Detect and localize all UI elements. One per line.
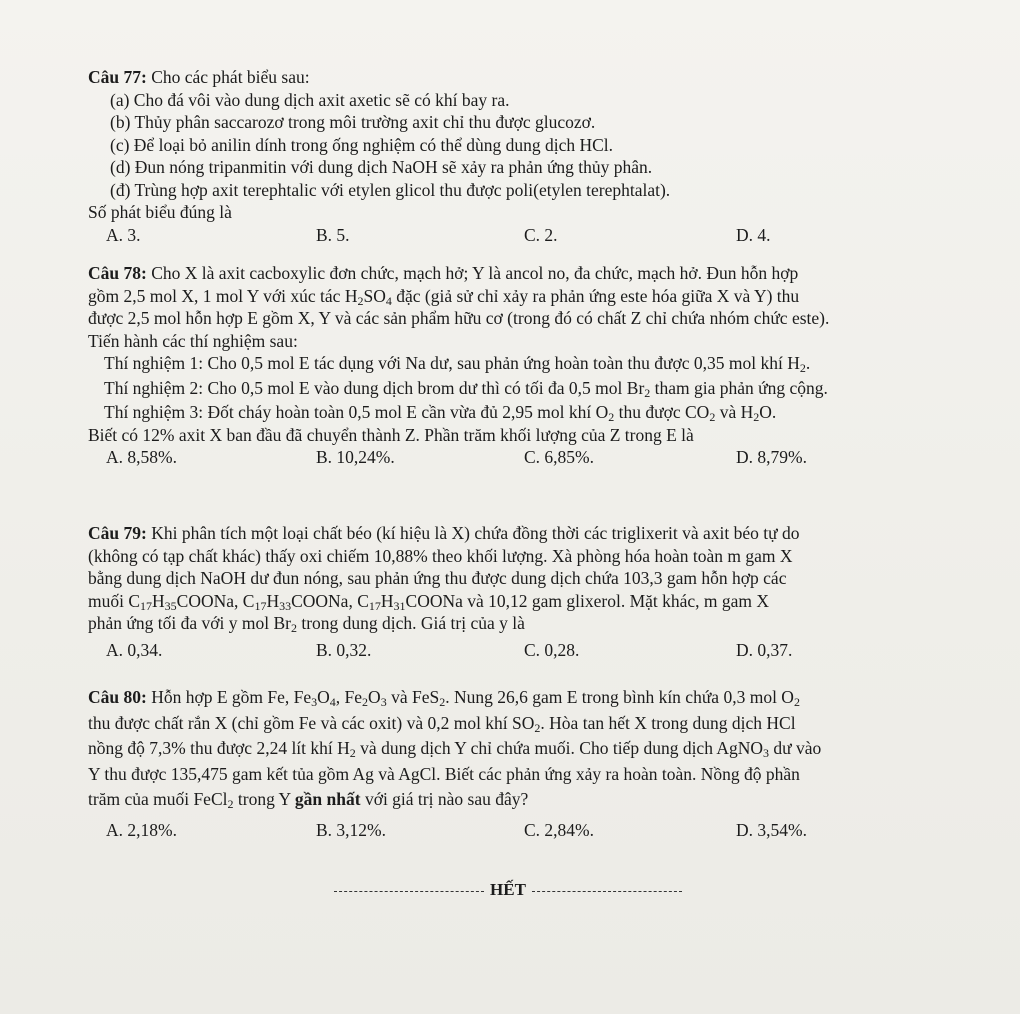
question-label: Câu 80: <box>88 687 147 707</box>
question-line: gồm 2,5 mol X, 1 mol Y với xúc tác $H_2SO_4$ đặc (giả sử chỉ xảy ra phản ứng este hóa giữa X và Y) thu <box>88 285 800 308</box>
option-b[interactable]: B. 0,32. <box>316 639 372 660</box>
question-label: Câu 79: <box>88 523 147 543</box>
question-line: được 2,5 mol hỗn hợp E gồm X, Y và các sản phẩm hữu cơ (trong đó có chất Z chỉ chứa nhóm chức este). <box>88 308 830 328</box>
question-line: Hỗn hợp E gồm Fe, $Fe_3O_4$, $Fe_2O_3$ và FeS$_2$. Nung 26,6 gam E trong bình kín chứa 0,3 mol $O_2$ <box>151 687 800 709</box>
option-b[interactable]: B. 3,12%. <box>316 819 386 840</box>
experiment-1: Thí nghiệm 1: Cho 0,5 mol E tác dụng với Na dư, sau phản ứng hoàn toàn thu được 0,35 mol khí $H_2$. <box>104 353 811 375</box>
question-line: thu được chất rắn X (chỉ gồm Fe và các oxit) và 0,2 mol khí $SO_2$. Hòa tan hết X trong dung dịch HCl <box>88 712 796 735</box>
statement-a: (a) Cho đá vôi vào dung dịch axit axetic sẽ có khí bay ra. <box>110 89 510 110</box>
question-stem: Cho các phát biểu sau: <box>151 67 310 87</box>
question-line: nồng độ 7,3% thu được 2,24 lít khí $H_2$ và dung dịch Y chỉ chứa muối. Cho tiếp dung dịch AgNO$_3$ dư vào <box>88 738 822 760</box>
option-a[interactable]: A. 0,34. <box>106 639 163 660</box>
statement-dd: (đ) Trùng hợp axit terephtalic với etylen glicol thu được poli(etylen terephtalat). <box>110 179 671 200</box>
end-marker <box>88 880 928 900</box>
option-a[interactable]: A. 3. <box>106 224 141 245</box>
question-label: Câu 78: <box>88 263 147 283</box>
question-77 <box>88 66 928 248</box>
option-d[interactable]: D. 4. <box>736 224 771 245</box>
option-d[interactable]: D. 3,54%. <box>736 819 807 840</box>
question-line: Cho X là axit cacboxylic đơn chức, mạch hở; Y là ancol no, đa chức, mạch hở. Đun hỗn hợp <box>151 263 799 283</box>
option-b[interactable]: B. 10,24%. <box>316 447 395 467</box>
question-line: Y thu được 135,475 gam kết tủa gồm Ag và AgCl. Biết các phản ứng xảy ra hoàn toàn. Nồng độ phần <box>88 763 800 784</box>
question-line: (không có tạp chất khác) thấy oxi chiếm 10,88% theo khối lượng. Xà phòng hóa hoàn toàn m gam X <box>88 545 793 566</box>
question-line: bằng dung dịch NaOH dư đun nóng, sau phản ứng thu được dung dịch chứa 103,3 gam hỗn hợp các <box>88 568 787 588</box>
divider-right <box>532 891 682 892</box>
option-c[interactable]: C. 2. <box>524 224 558 245</box>
question-79 <box>88 522 928 663</box>
statement-d: (d) Đun nóng tripanmitin với dung dịch NaOH sẽ xảy ra phản ứng thủy phân. <box>110 157 653 177</box>
option-d[interactable]: D. 8,79%. <box>736 447 807 467</box>
divider-left <box>334 891 484 892</box>
experiment-2: Thí nghiệm 2: Cho 0,5 mol E vào dung dịch brom dư thì có tối đa 0,5 mol $Br_2$ tham gia phản ứng cộng. <box>104 377 828 400</box>
question-78 <box>88 262 928 470</box>
emphasis-text: gần nhất <box>294 789 361 809</box>
question-prompt: Biết có 12% axit X ban đầu đã chuyển thành Z. Phần trăm khối lượng của Z trong E là <box>88 424 694 445</box>
question-line: Khi phân tích một loại chất béo (kí hiệu là X) chứa đồng thời các triglixerit và axit béo tự do <box>151 523 800 543</box>
question-80 <box>88 686 928 843</box>
question-prompt: trăm của muối FeCl$_2$ trong Y gần nhất với giá trị nào sau đây? <box>88 789 529 811</box>
option-a[interactable]: A. 2,18%. <box>106 819 177 840</box>
statement-c: (c) Để loại bỏ anilin dính trong ống nghiệm có thể dùng dung dịch HCl. <box>110 134 614 155</box>
option-c[interactable]: C. 6,85%. <box>524 447 594 467</box>
option-c[interactable]: C. 2,84%. <box>524 819 594 840</box>
option-c[interactable]: C. 0,28. <box>524 639 580 660</box>
question-line: Tiến hành các thí nghiệm sau: <box>88 330 298 351</box>
option-b[interactable]: B. 5. <box>316 224 350 245</box>
answer-options <box>88 446 928 470</box>
option-d[interactable]: D. 0,37. <box>736 639 793 660</box>
answer-options <box>88 819 928 843</box>
end-text: HẾT <box>490 880 526 899</box>
answer-options <box>88 224 928 248</box>
experiment-3: Thí nghiệm 3: Đốt cháy hoàn toàn 0,5 mol E cần vừa đủ 2,95 mol khí $O_2$ thu được $CO_2$ và $H_2O$. <box>104 402 777 424</box>
answer-options <box>88 639 928 663</box>
question-line: muối $C_{17}H_{35}COONa$, $C_{17}H_{33}COONa$, $C_{17}H_{31}COONa$ và 10,12 gam glixerol. Mặt khác, m gam X <box>88 590 770 613</box>
question-prompt: Số phát biểu đúng là <box>88 202 232 222</box>
question-prompt: phản ứng tối đa với y mol $Br_2$ trong dung dịch. Giá trị của y là <box>88 613 525 635</box>
option-a[interactable]: A. 8,58%. <box>106 447 177 467</box>
question-label: Câu 77: <box>88 67 147 87</box>
statement-b: (b) Thủy phân saccarozơ trong môi trường axit chỉ thu được glucozơ. <box>110 112 596 132</box>
